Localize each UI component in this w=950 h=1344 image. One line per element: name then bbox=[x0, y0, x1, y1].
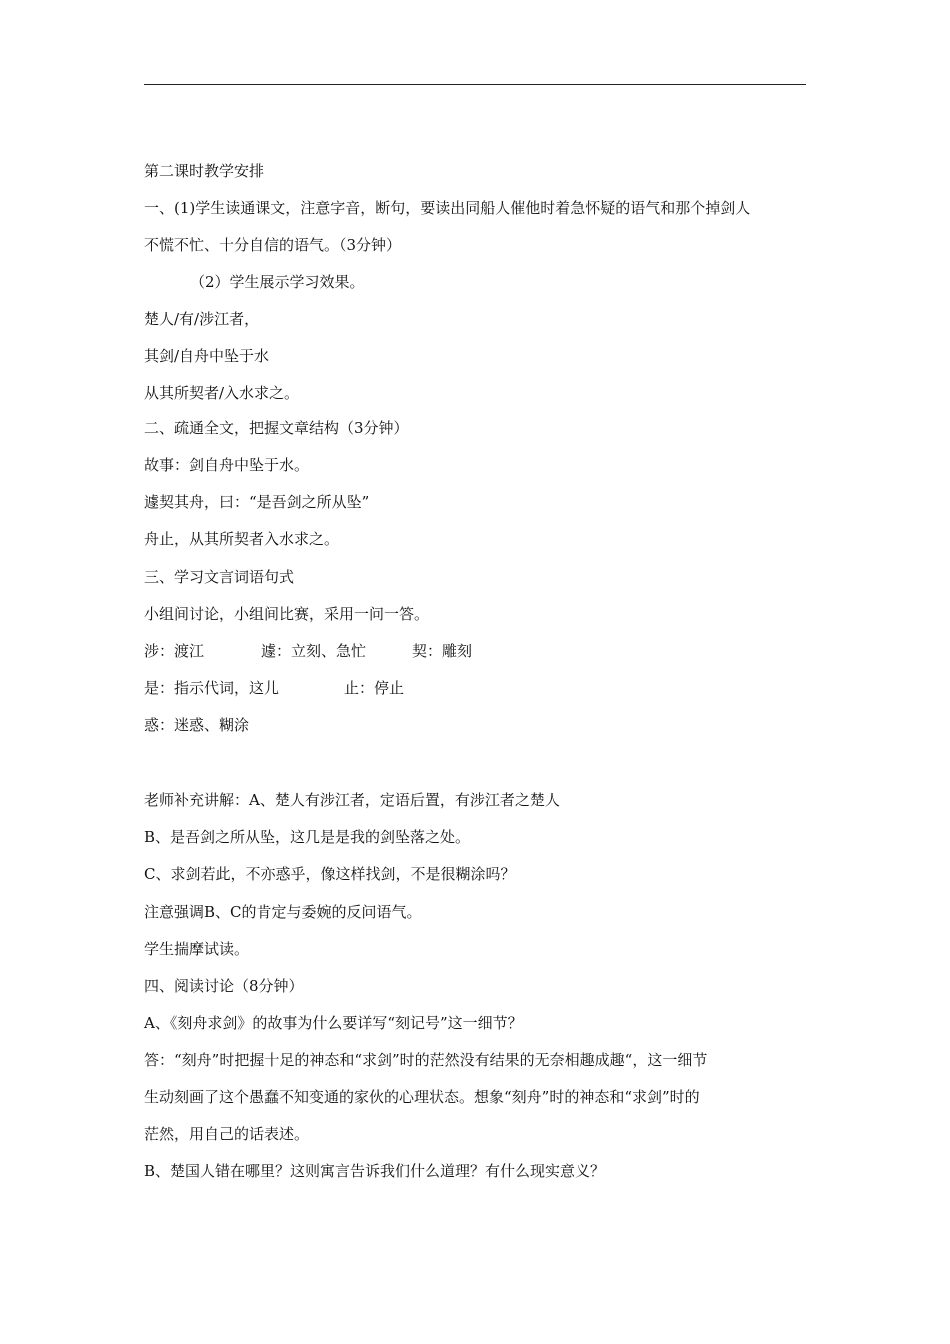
vocab-item: 遽：立刻、急忙 bbox=[261, 642, 367, 660]
paragraph-line: 答：“刻舟”时把握十足的神态和“求剑”时的茫然没有结果的无奈相趣成趣“，这一细节 bbox=[144, 1051, 708, 1069]
paragraph-line: 学生揣摩试读。 bbox=[144, 940, 250, 958]
paragraph-line: 生动刻画了这个愚蠢不知变通的家伙的心理状态。想象“刻舟”时的神态和“求剑”时的 bbox=[144, 1088, 700, 1106]
vocab-item: 契：雕刻 bbox=[412, 642, 473, 660]
paragraph-line: 楚人/有/涉江者， bbox=[144, 310, 260, 328]
vocab-row bbox=[144, 640, 816, 662]
paragraph-line: 其剑/自舟中坠于水 bbox=[144, 347, 270, 365]
paragraph-line: C、求剑若此，不亦惑乎，像这样找剑，不是很糊涂吗？ bbox=[144, 865, 516, 883]
paragraph-line: B、是吾剑之所从坠，这几是是我的剑坠落之处。 bbox=[144, 828, 471, 846]
section-title: 第二课时教学安排 bbox=[144, 162, 265, 180]
section-heading: 三、学习文言词语句式 bbox=[144, 568, 295, 586]
paragraph-line: 小组间讨论，小组间比赛，采用一问一答。 bbox=[144, 605, 430, 623]
paragraph-line: 从其所契者/入水求之。 bbox=[144, 384, 300, 402]
vocab-item: 惑：迷惑、糊涂 bbox=[144, 716, 250, 734]
section-heading: 四、阅读讨论（8分钟） bbox=[144, 977, 304, 995]
paragraph-line: 老师补充讲解：A、楚人有涉江者，定语后置，有涉江者之楚人 bbox=[144, 791, 560, 809]
paragraph-line: 一、(1)学生读通课文，注意字音，断句，要读出同船人催他时着急怀疑的语气和那个掉剑人 bbox=[144, 199, 751, 217]
paragraph-line: 注意强调B、C的肯定与委婉的反问语气。 bbox=[144, 903, 422, 921]
vocab-row bbox=[144, 714, 816, 736]
paragraph-line: 不慌不忙、十分自信的语气。（3分钟） bbox=[144, 236, 402, 254]
vocab-row bbox=[144, 677, 816, 699]
paragraph-line: 遽契其舟，曰：“是吾剑之所从坠” bbox=[144, 493, 370, 511]
paragraph-line: B、楚国人错在哪里？这则寓言告诉我们什么道理？有什么现实意义？ bbox=[144, 1162, 606, 1180]
vocab-item: 涉：渡江 bbox=[144, 642, 205, 660]
paragraph-line: A、《刻舟求剑》的故事为什么要详写“刻记号”这一细节？ bbox=[144, 1014, 523, 1032]
vocab-item: 是：指示代词，这儿 bbox=[144, 679, 280, 697]
vocab-item: 止：停止 bbox=[344, 679, 405, 697]
paragraph-line: 故事：剑自舟中坠于水。 bbox=[144, 456, 310, 474]
paragraph-line: 茫然，用自己的话表述。 bbox=[144, 1125, 310, 1143]
paragraph-line: （2）学生展示学习效果。 bbox=[190, 273, 365, 291]
section-heading: 二、疏通全文，把握文章结构（3分钟） bbox=[144, 419, 409, 437]
header-rule bbox=[144, 84, 806, 85]
paragraph-line: 舟止，从其所契者入水求之。 bbox=[144, 530, 340, 548]
